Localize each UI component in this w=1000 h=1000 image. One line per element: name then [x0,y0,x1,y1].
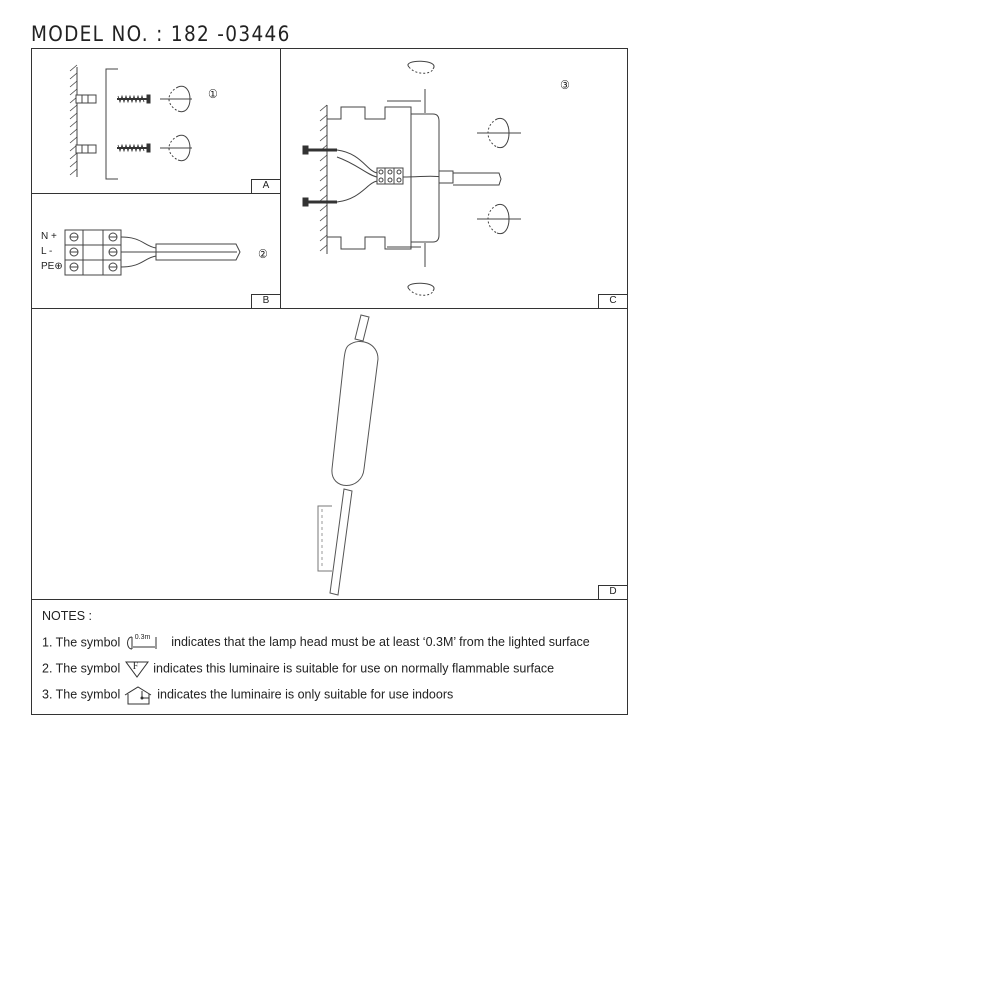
wire-label-n: N + [41,231,57,242]
wall-anchor-illustration [32,49,281,194]
panel-tag: D [598,585,627,599]
panel-b [31,193,281,309]
indoor-house-icon [124,685,154,705]
notes-title: NOTES : [42,609,93,623]
note-2 [42,660,554,678]
note-prefix: 1. The symbol [42,635,121,650]
assembled-lamp-illustration [32,309,628,600]
flammable-surface-icon [124,660,150,678]
terminal-block-illustration [32,194,281,309]
fixture-mounting-illustration [281,49,628,309]
model-number: MODEL NO. : 182 -03446 [31,22,291,46]
panel-tag: C [598,294,627,308]
note-prefix: 2. The symbol [42,661,121,676]
note-text: indicates this luminaire is suitable for use on normally flammable surface [153,661,555,676]
panel-tag: A [251,179,280,193]
note-prefix: 3. The symbol [42,687,121,702]
panel-a [31,48,281,194]
panel-tag: B [251,294,280,308]
note-3 [42,685,453,705]
note-text: indicates that the lamp head must be at least ‘0.3M’ from the lighted surface [171,635,590,650]
notes-section [31,599,628,715]
step-number: ③ [560,78,570,92]
note-1 [42,635,590,651]
note-text: indicates the luminaire is only suitable for use indoors [157,687,454,702]
wire-label-pe: PE⊕ [41,261,63,272]
flammable-symbol-letter: F [132,661,139,672]
distance-symbol-text: 0.3m [134,634,151,641]
panel-d [31,308,628,600]
panel-c [280,48,628,309]
step-number: ② [258,247,268,261]
wire-label-l: L - [41,246,53,257]
distance-symbol-icon [124,635,164,651]
step-number: ① [208,87,218,101]
